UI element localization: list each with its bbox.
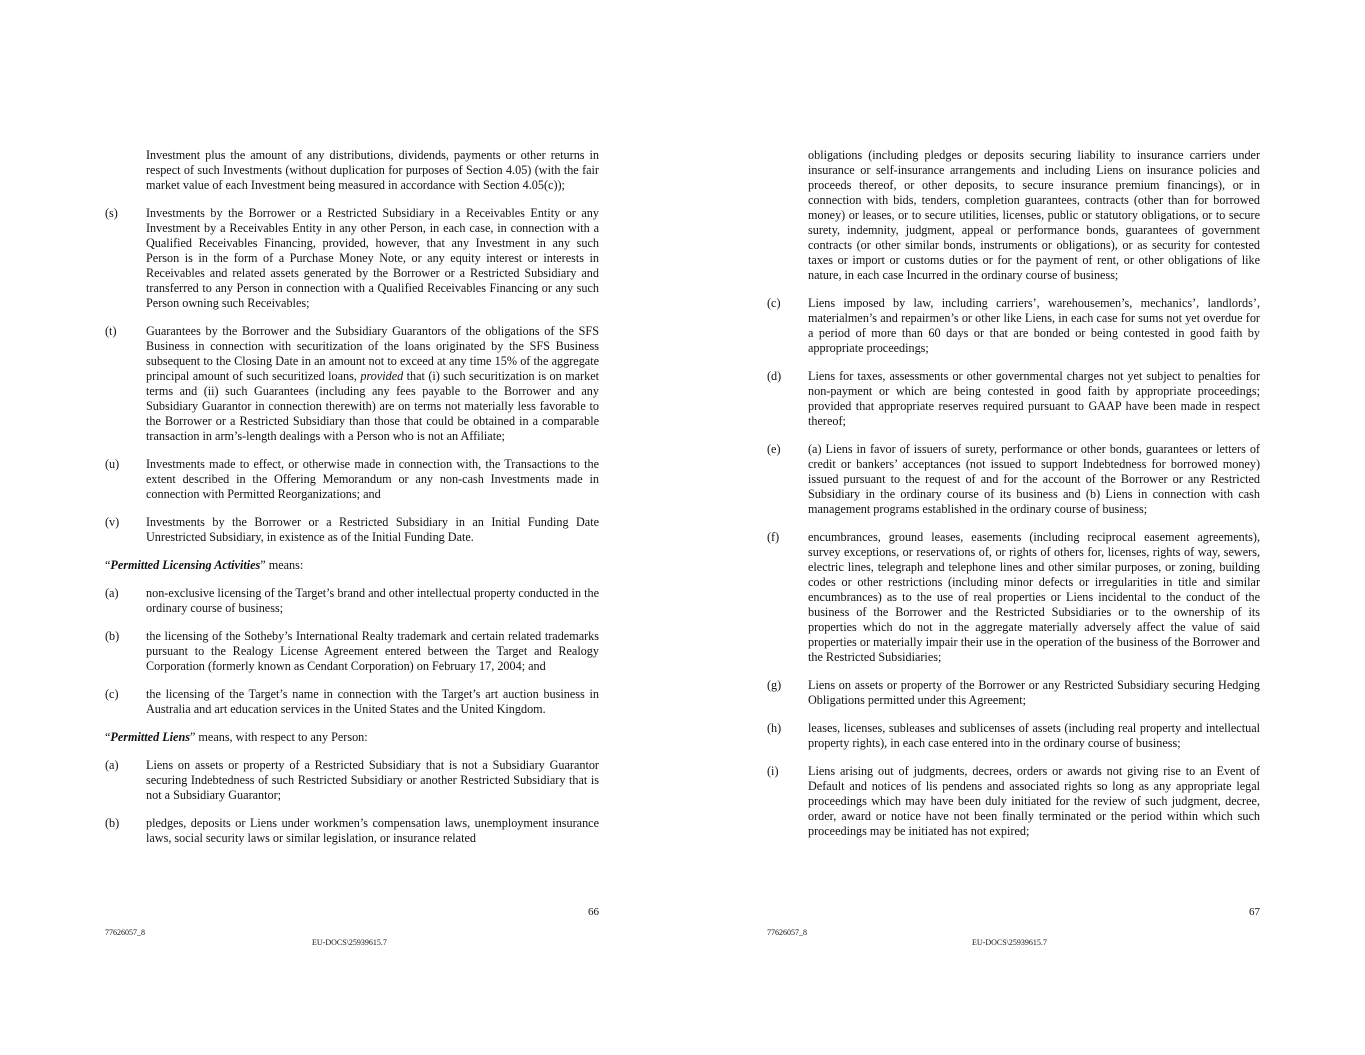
definition-open-quote: “ — [105, 558, 111, 572]
document-id: 77626057_8 — [105, 928, 145, 937]
list-item — [105, 324, 599, 444]
item-text-part: Guarantees by the Borrower and the Subsidiary Guarantors of the obligations of the SFS Business in connection with securitization of the loans originated by the SFS Business subsequent to the Closing Date in an amount not to exceed at any time 15% of the aggregate principal amount of such securitized loans, — [146, 324, 599, 383]
list-item — [767, 442, 1260, 517]
item-label: (f) — [767, 530, 780, 544]
list-item — [105, 206, 599, 311]
item-text: encumbrances, ground leases, easements (including reciprocal easement agreements), survey exceptions, or reservations of, or rights of others for, licenses, rights of way, sewers, electric lines, telegraph and telephone lines and other similar purposes, or zoning, building codes or other restrictions (including minor defects or irregularities in title and similar encumbrances) as to the use of real properties or Liens incidental to the conduct of the business of the Borrower and the Restricted Subsidiaries or to the ownership of its properties which do not in the aggregate materially adversely affect the value of said properties or materially impair their use in the operation of the business of the Borrower and the Restricted Subsidiaries; — [808, 530, 1260, 664]
item-label: (u) — [105, 457, 120, 471]
list-item — [105, 629, 599, 674]
item-label: (i) — [767, 764, 779, 778]
item-text: (a) Liens in favor of issuers of surety, performance or other bonds, guarantees or letters of credit or bankers’ acceptances (not issued to support Indebtedness for borrowed money) issued pursuant to the request of and for the account of the Borrower or any Restricted Subsidiary in the ordinary course of its business and (b) Liens in connection with cash management programs established in the ordinary course of business; — [808, 442, 1260, 516]
item-text — [146, 324, 599, 444]
list-item — [105, 687, 599, 717]
list-item — [105, 816, 599, 846]
list-item — [767, 530, 1260, 665]
list-item — [767, 296, 1260, 356]
defined-term: Permitted Liens — [110, 730, 190, 744]
item-label: (s) — [105, 206, 118, 220]
eu-doc-reference: EU-DOCS\25939615.7 — [972, 938, 1047, 947]
item-text-italic: provided — [360, 369, 404, 383]
document-id: 77626057_8 — [767, 928, 807, 937]
right-page-body — [767, 148, 1260, 852]
list-item — [767, 369, 1260, 429]
item-text: the licensing of the Sotheby’s International Realty trademark and certain related trademarks pursuant to the Realogy License Agreement entered between the Target and Realogy Corporation (formerly known as Cendant Corporation) on February 17, 2004; and — [146, 629, 599, 673]
item-text: Liens for taxes, assessments or other governmental charges not yet subject to penalties for non-payment or which are being contested in good faith by appropriate proceedings; provided that appropriate reserves required pursuant to GAAP have been made in respect thereof; — [808, 369, 1260, 428]
page-number: 67 — [1249, 906, 1260, 918]
list-item — [105, 586, 599, 616]
item-text: the licensing of the Target’s name in connection with the Target’s art auction business in Australia and art education services in the United States and the United Kingdom. — [146, 687, 599, 716]
item-text: Investments by the Borrower or a Restricted Subsidiary in an Initial Funding Date Unrestricted Subsidiary, in existence as of the Initial Funding Date. — [146, 515, 599, 544]
item-label: (a) — [105, 586, 119, 600]
item-text: pledges, deposits or Liens under workmen’s compensation laws, unemployment insurance laws, social security laws or similar legislation, or insurance related — [146, 816, 599, 845]
eu-doc-reference: EU-DOCS\25939615.7 — [312, 938, 387, 947]
item-label: (b) — [105, 816, 120, 830]
list-item — [105, 457, 599, 502]
continuation-paragraph: obligations (including pledges or deposits securing liability to insurance carriers under insurance or self-insurance arrangements and including Liens on insurance policies and proceeds thereof, or other deposits, to secure insurance premium financings), or in connection with bids, tenders, completion guarantees, contracts (other than for borrowed money) or leases, or to secure utilities, licenses, public or statutory obligations, or to secure surety, indemnity, judgment, appeal or performance bonds, guarantees of government contracts (or other similar bonds, instruments or obligations), or as security for contested taxes or import or customs duties or for the payment of rent, or other obligations of like nature, in each case Incurred in the ordinary course of business; — [808, 148, 1260, 282]
continuation-paragraph: Investment plus the amount of any distributions, dividends, payments or other returns in respect of such Investments (without duplication for purposes of Section 4.05) (with the fair market value of each Investment being measured in accordance with Section 4.05(c)); — [146, 148, 599, 192]
list-item — [105, 515, 599, 545]
definition-heading — [105, 730, 599, 745]
definition-heading — [105, 558, 599, 573]
item-text: Investments made to effect, or otherwise made in connection with, the Transactions to the extent described in the Offering Memorandum or any non-cash Investments made in connection with Permitted Reorganizations; and — [146, 457, 599, 501]
item-label: (d) — [767, 369, 782, 383]
item-text-part: that (i) such securitization is on market terms and (ii) such Guarantees (including any fees payable to the Borrower and any Subsidiary Guarantor in connection therewith) are on terms not materially less favorable to the Borrower or a Restricted Subsidiary than those that could be obtained in a comparable transaction in arm’s-length dealings with a Person who is not an Affiliate; — [146, 369, 599, 443]
item-label: (c) — [105, 687, 119, 701]
item-text: non-exclusive licensing of the Target’s brand and other intellectual property conducted in the ordinary course of business; — [146, 586, 599, 615]
item-text: Liens imposed by law, including carriers’, warehousemen’s, mechanics’, landlords’, materialmen’s and repairmen’s or other like Liens, in each case for sums not yet overdue for a period of more than 60 days or that are bonded or being contested in good faith by appropriate proceedings; — [808, 296, 1260, 355]
item-label: (b) — [105, 629, 120, 643]
page-number: 66 — [588, 906, 599, 918]
item-text: leases, licenses, subleases and sublicenses of assets (including real property and intellectual property rights), in each case entered into in the ordinary course of business; — [808, 721, 1260, 750]
list-item — [767, 678, 1260, 708]
item-label: (a) — [105, 758, 119, 772]
defined-term: Permitted Licensing Activities — [110, 558, 261, 572]
item-label: (t) — [105, 324, 117, 338]
item-label: (g) — [767, 678, 782, 692]
right-page — [767, 0, 1260, 1055]
item-text: Investments by the Borrower or a Restricted Subsidiary in a Receivables Entity or any Investment by a Receivables Entity in any other Person, in each case, in connection with a Qualified Receivables Financing, provided, however, that any Investment in any such Person is in the form of a Purchase Money Note, or any equity interest or interests in Receivables and related assets generated by the Borrower or a Restricted Subsidiary and transferred to any Person in connection with a Qualified Receivables Financing or any such Person owning such Receivables; — [146, 206, 599, 310]
item-label: (h) — [767, 721, 782, 735]
list-item — [767, 721, 1260, 751]
item-label: (e) — [767, 442, 781, 456]
item-label: (c) — [767, 296, 781, 310]
definition-rest: ” means: — [260, 558, 304, 572]
left-page — [105, 0, 599, 1055]
item-text: Liens on assets or property of a Restricted Subsidiary that is not a Subsidiary Guarantor securing Indebtedness of such Restricted Subsidiary or another Restricted Subsidiary that is not a Subsidiary Guarantor; — [146, 758, 599, 802]
item-text: Liens on assets or property of the Borrower or any Restricted Subsidiary securing Hedging Obligations permitted under this Agreement; — [808, 678, 1260, 707]
left-page-body — [105, 148, 599, 859]
list-item — [767, 764, 1260, 839]
item-label: (v) — [105, 515, 120, 529]
definition-rest: ” means, with respect to any Person: — [189, 730, 368, 744]
item-text: Liens arising out of judgments, decrees, orders or awards not giving rise to an Event of Default and notices of lis pendens and associated rights so long as any appropriate legal proceedings which may have been duly initiated for the review of such judgment, decree, order, award or notice have not been finally terminated or the period within which such proceedings may be initiated has not expired; — [808, 764, 1260, 838]
definition-open-quote: “ — [105, 730, 111, 744]
list-item — [105, 758, 599, 803]
